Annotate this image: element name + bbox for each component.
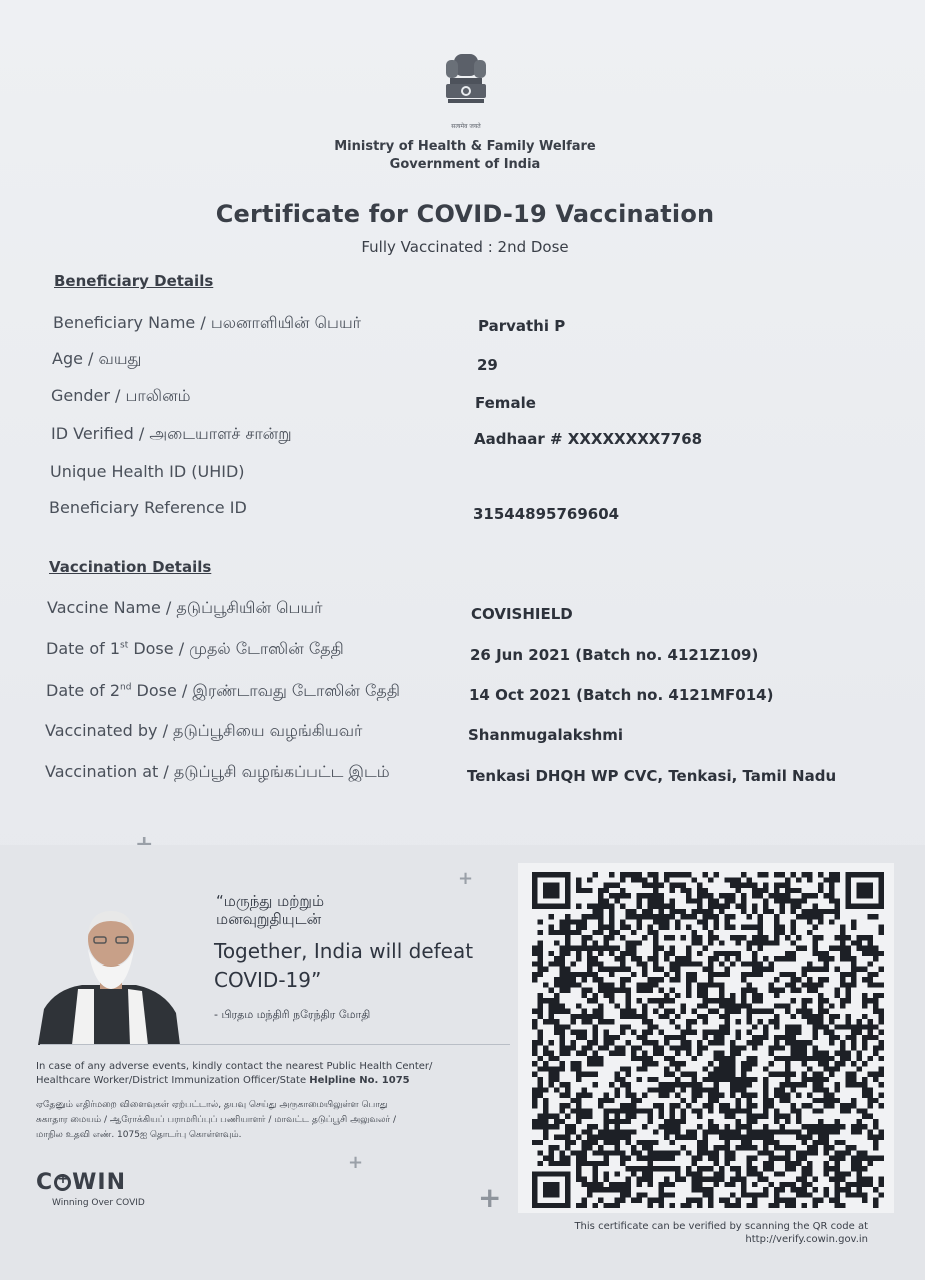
- adverse-tamil-line2: சுகாதார மையம் / ஆரோக்கியப் பராமரிப்புப் பணியாளர் / மாவட்ட தடுப்பூசி அலுவலர் /: [36, 1115, 397, 1125]
- verification-url: http://verify.cowin.gov.in: [745, 1234, 868, 1245]
- first-dose-date-label: [46, 639, 344, 660]
- ministry-name: Ministry of Health & Family Welfare: [334, 139, 596, 154]
- adverse-events-english: [36, 1060, 506, 1088]
- vaccination-details-heading: Vaccination Details: [49, 558, 212, 576]
- id-verified-value: Aadhaar # XXXXXXXX7768: [474, 430, 703, 448]
- certificate-title: Certificate for COVID-19 Vaccination: [215, 200, 715, 228]
- beneficiary-reference-id-label: Beneficiary Reference ID: [49, 498, 247, 517]
- beneficiary-name-label: Beneficiary Name / பலனாளியின் பெயர்: [53, 313, 362, 332]
- vaccinated-by-label: Vaccinated by / தடுப்பூசியை வழங்கியவர்: [45, 721, 363, 740]
- gender-value: Female: [475, 394, 536, 412]
- quote-english-line1: Together, India will defeat: [214, 939, 474, 963]
- first-dose-label-text: Date of 1: [46, 639, 121, 658]
- qr-modules: [532, 872, 884, 1208]
- quote-attribution: - பிரதம மந்திரி நரேந்திர மோதி: [214, 1008, 371, 1021]
- second-dose-label-text: Date of 2: [46, 681, 121, 700]
- prime-minister-portrait: [38, 905, 180, 1045]
- adverse-tamil-line3: மாநில உதவி எண். 1075ஐ தொடர்பு கொள்ளவும்.: [36, 1130, 242, 1140]
- adverse-english-line2: [36, 1074, 506, 1088]
- quote-tamil-line1: “மருந்து மற்றும்: [216, 892, 325, 910]
- beneficiary-reference-id-value: 31544895769604: [473, 505, 620, 523]
- adverse-english-line1: In case of any adverse events, kindly contact the nearest Public Health Center/: [36, 1061, 433, 1072]
- quote-tamil-line2: மனவுறுதியுடன்: [216, 910, 322, 928]
- adverse-english-line2-text: Healthcare Worker/District Immunization Officer/State: [36, 1075, 310, 1086]
- second-dose-date-value: 14 Oct 2021 (Batch no. 4121MF014): [469, 686, 774, 704]
- cowin-logo: [36, 1170, 126, 1195]
- uhid-label: Unique Health ID (UHID): [50, 462, 245, 481]
- gender-label: Gender / பாலினம்: [51, 386, 191, 405]
- decorative-plus-icon: +: [478, 1181, 502, 1214]
- quote-english-line2: COVID-19”: [214, 968, 322, 992]
- first-dose-label-suffix: Dose / முதல் டோஸின் தேதி: [128, 639, 344, 658]
- qr-finder-pattern: [532, 872, 571, 909]
- cowin-logo-c: C: [36, 1170, 54, 1195]
- cowin-plus-icon: [54, 1174, 71, 1191]
- decorative-plus-icon: +: [348, 1152, 364, 1173]
- verification-line1: This certificate can be verified by scanning the QR code at: [574, 1221, 868, 1232]
- second-dose-label-suffix: Dose / இரண்டாவது டோஸின் தேதி: [131, 681, 400, 700]
- vaccine-name-value: COVISHIELD: [471, 605, 573, 623]
- vaccination-at-label: Vaccination at / தடுப்பூசி வழங்கப்பட்ட இடம்: [45, 762, 390, 781]
- ministry-header: [300, 138, 630, 174]
- emblem-motto: सत्यमेव जयते: [451, 123, 481, 130]
- adverse-events-tamil: [36, 1098, 506, 1143]
- certificate-subtitle: Fully Vaccinated : 2nd Dose: [361, 238, 569, 256]
- vaccinated-by-value: Shanmugalakshmi: [468, 726, 624, 744]
- footer-divider: [40, 1044, 510, 1045]
- beneficiary-name-value: Parvathi P: [478, 317, 566, 335]
- helpline-number: Helpline No. 1075: [309, 1075, 410, 1086]
- quote-english: [214, 937, 514, 995]
- decorative-plus-icon: +: [458, 868, 474, 889]
- beneficiary-details-heading: Beneficiary Details: [54, 272, 214, 290]
- qr-finder-pattern: [532, 1171, 571, 1208]
- age-label: Age / வயது: [52, 349, 142, 368]
- first-dose-ordinal: st: [120, 640, 129, 651]
- id-verified-label: ID Verified / அடையாளச் சான்று: [51, 424, 292, 443]
- government-name: Government of India: [389, 157, 541, 172]
- adverse-tamil-line1: ஏதேனும் எதிர்மறை விளைவுகள் ஏற்பட்டால், தயவு செய்து அருகாமையிலுள்ள பொது: [36, 1100, 388, 1110]
- vaccination-at-value: Tenkasi DHQH WP CVC, Tenkasi, Tamil Nadu: [467, 767, 837, 785]
- quote-tamil: [216, 892, 506, 928]
- qr-finder-pattern: [846, 872, 885, 909]
- cowin-logo-rest: WIN: [72, 1170, 127, 1195]
- second-dose-date-label: [46, 681, 400, 702]
- verification-note: [540, 1220, 868, 1246]
- cowin-tagline: Winning Over COVID: [52, 1198, 145, 1208]
- qr-code: [532, 872, 884, 1208]
- vaccine-name-label: Vaccine Name / தடுப்பூசியின் பெயர்: [47, 598, 323, 617]
- second-dose-ordinal: nd: [120, 682, 132, 693]
- first-dose-date-value: 26 Jun 2021 (Batch no. 4121Z109): [470, 646, 759, 664]
- age-value: 29: [477, 356, 498, 374]
